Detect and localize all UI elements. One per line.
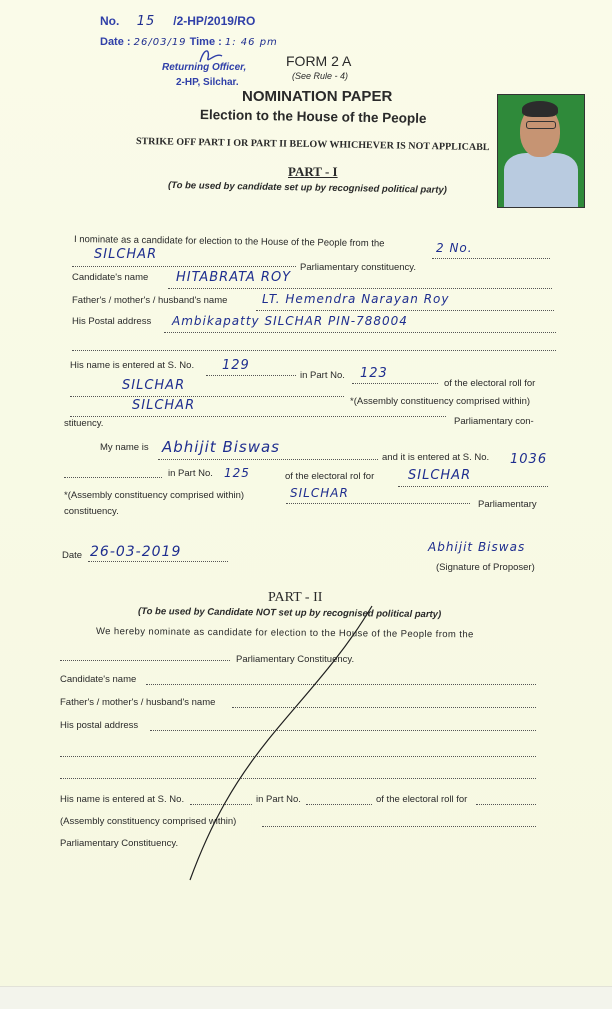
part1-of-roll2: of the electoral rol for bbox=[285, 471, 375, 482]
part1-proposer-name: Abhijit Biswas bbox=[162, 438, 280, 456]
part1-const-end: constituency. bbox=[64, 506, 119, 517]
part1-entered-sno: 129 bbox=[222, 358, 250, 373]
part2-subheading: (To be used by Candidate NOT set up by recognised political party) bbox=[137, 606, 442, 621]
part1-part-no: 123 bbox=[360, 366, 388, 381]
part1-entered-label: His name is entered at S. No. bbox=[70, 360, 195, 371]
proposer-signature: Abhijit Biswas bbox=[428, 540, 526, 554]
page-bottom-fold bbox=[0, 986, 612, 1009]
part1-address-value: Ambikapatty SILCHAR PIN-788004 bbox=[172, 314, 408, 328]
part1-parl-label: Parliamentary con- bbox=[454, 416, 534, 427]
part2-parl-const: Parliamentary Constituency. bbox=[236, 654, 355, 665]
part1-date-value: 26-03-2019 bbox=[90, 544, 182, 560]
stamp-officer-line1: Returning Officer, bbox=[162, 62, 247, 73]
form-subtitle: Election to the House of the People bbox=[199, 107, 427, 126]
stamp-time-label: Time : bbox=[189, 36, 222, 48]
stamp-date-label: Date : bbox=[100, 36, 131, 48]
part1-parl-const: Parliamentary constituency. bbox=[300, 262, 416, 273]
stamp-no-value: 15 bbox=[136, 14, 156, 29]
part2-parl-end: Parliamentary Constituency. bbox=[60, 838, 179, 849]
stamp-officer-line2: 2-HP, Silchar. bbox=[176, 77, 239, 88]
part2-candidate-label: Candidate's name bbox=[60, 674, 137, 685]
stamp-date-value: 26/03/19 bbox=[133, 37, 187, 48]
part1-father-label: Father's / mother's / husband's name bbox=[72, 295, 228, 306]
part1-of-roll: of the electoral roll for bbox=[444, 378, 536, 389]
part1-date-label: Date bbox=[62, 550, 83, 561]
part1-assembly2-label: *(Assembly constituency comprised within) bbox=[64, 490, 245, 501]
part2-assembly-label: (Assembly constituency comprised within) bbox=[60, 816, 237, 827]
stamp-no-suffix: /2-HP/2019/RO bbox=[173, 14, 256, 28]
part1-roll2-value: SILCHAR bbox=[408, 468, 472, 483]
part1-in-part: in Part No. bbox=[300, 370, 345, 381]
rule-reference: (See Rule - 4) bbox=[292, 71, 349, 81]
signature-caption: (Signature of Proposer) bbox=[436, 562, 535, 573]
part2-of-roll: of the electoral roll for bbox=[376, 794, 468, 805]
part1-candidate-value: HITABRATA ROY bbox=[176, 270, 292, 285]
part1-assembly2-value: SILCHAR bbox=[290, 486, 349, 500]
part1-parl-value: SILCHAR bbox=[132, 398, 196, 413]
part1-address-label: His Postal address bbox=[72, 316, 152, 327]
part1-parl2-label: Parliamentary bbox=[478, 499, 537, 510]
part2-line1: We hereby nominate as candidate for election to the House of the People from the bbox=[95, 626, 474, 641]
part1-constituency-value: SILCHAR bbox=[94, 247, 158, 262]
part1-subheading: (To be used by candidate set up by recognised political party) bbox=[167, 180, 447, 196]
part1-constituency-number: 2 No. bbox=[436, 241, 473, 255]
part1-assembly-value: SILCHAR bbox=[122, 378, 186, 393]
part1-in-part2: in Part No. bbox=[168, 468, 213, 479]
stamp-no-label: No. bbox=[100, 14, 120, 28]
part1-assembly-label: *(Assembly constituency comprised within) bbox=[350, 396, 531, 407]
part1-father-value: LT. Hemendra Narayan Roy bbox=[262, 292, 450, 306]
form-number: FORM 2 A bbox=[286, 53, 352, 69]
part2-heading: PART - II bbox=[268, 590, 323, 605]
part1-sno2: 1036 bbox=[510, 452, 548, 467]
part2-in-part: in Part No. bbox=[256, 794, 301, 805]
stamp-time-value: 1: 46 pm bbox=[224, 37, 278, 48]
part1-entered2: and it is entered at S. No. bbox=[382, 452, 490, 463]
part1-line1: I nominate as a candidate for election to the House of the People from the bbox=[73, 234, 385, 250]
strike-instruction: STRIKE OFF PART I OR PART II BELOW WHICHEVER IS NOT APPLICABL bbox=[135, 136, 490, 154]
part2-father-label: Father's / mother's / husband's name bbox=[60, 697, 216, 708]
part1-parl-label2: stituency. bbox=[64, 418, 104, 429]
part1-my-name: My name is bbox=[100, 442, 149, 453]
form-title: NOMINATION PAPER bbox=[242, 88, 393, 105]
part1-candidate-label: Candidate's name bbox=[72, 272, 149, 283]
part1-heading: PART - I bbox=[288, 164, 338, 179]
part1-part2: 125 bbox=[224, 466, 250, 480]
part2-address-label: His postal address bbox=[60, 720, 139, 731]
part2-entered-label: His name is entered at S. No. bbox=[60, 794, 185, 805]
